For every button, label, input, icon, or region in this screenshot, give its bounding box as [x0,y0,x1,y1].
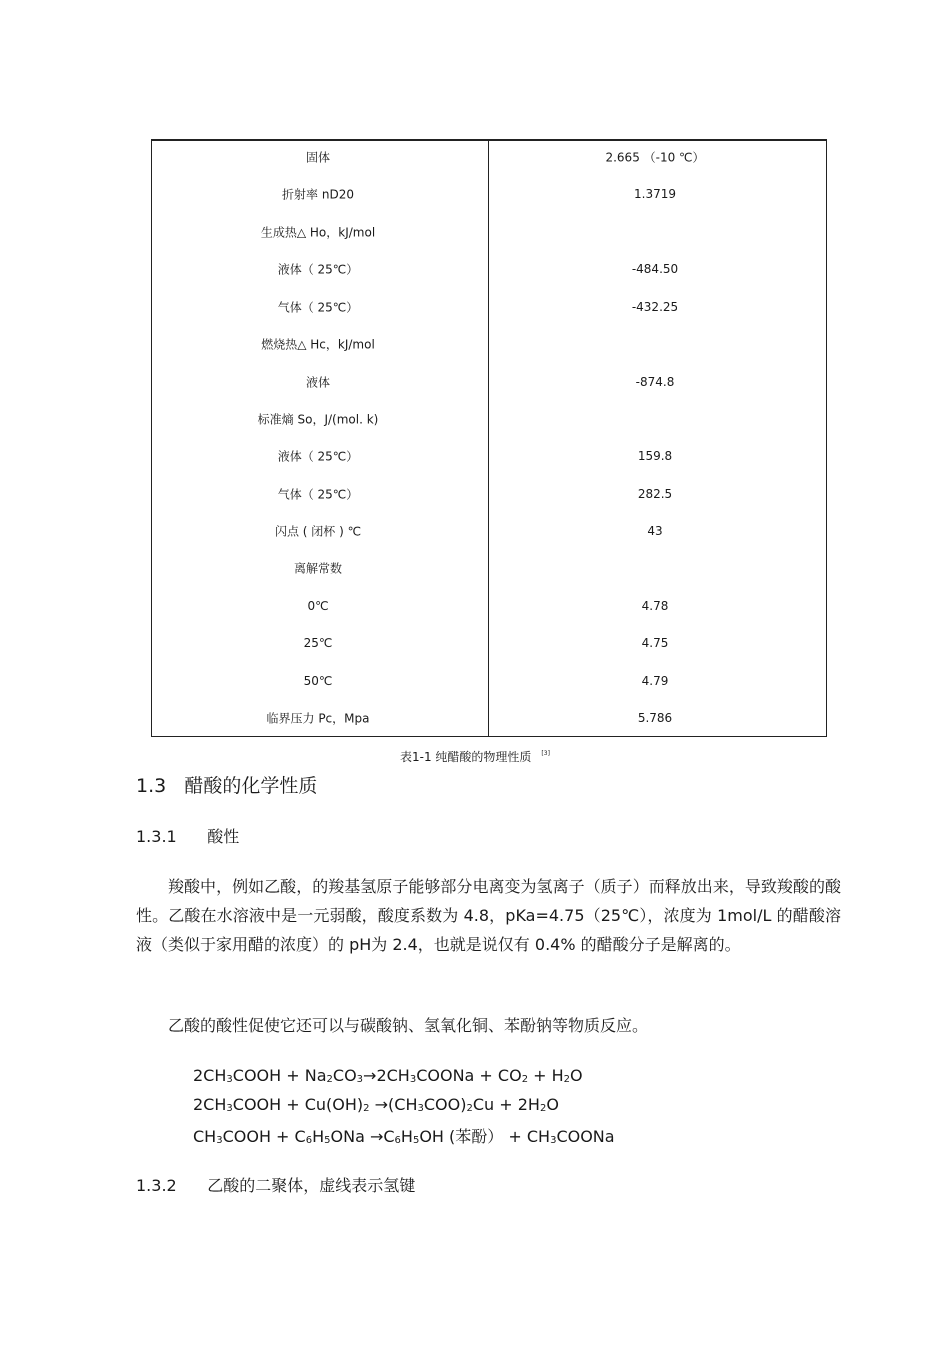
table-value: -874.8 [635,375,675,389]
table-label: 离解常数 [293,561,343,576]
table-label: 燃烧热△ Hc，kJ/mol [261,337,375,352]
section-title: 醋酸的化学性质 [184,775,318,797]
subsection-heading [136,1173,415,1196]
table-label: 临界压力 Pc，Mpa [266,711,370,726]
table-label: 标准熵 So，J/(mol. k) [257,412,379,427]
subsection-number: 1.3.1 [136,827,177,846]
table-value: 43 [647,524,663,538]
table-value: 4.79 [641,674,669,688]
equation-1: $2CH_3COOH$ + $Na_2CO_3\to 2CH_3COONa + CO_2 + H_2O$ [193,1066,583,1085]
table-value: -432.25 [631,300,679,314]
column-divider [488,141,489,736]
equation-3: $CH_3COOH + C_6H_5ONa \to C_6H_5OH$ (苯酚） + $CH_3COONa$ [193,1127,615,1146]
table-label: 0℃ [307,599,329,613]
subsection-heading [136,824,239,847]
table-label: 液体 [305,375,331,390]
table-value: 282.5 [637,487,673,501]
table-value: -484.50 [631,262,679,276]
table-label: 生成热△ Ho，kJ/mol [260,225,376,240]
table-label: 50℃ [303,674,333,688]
section-number: 1.3 [136,775,167,797]
table-value: 4.78 [641,599,669,613]
reaction-paragraph [136,1011,841,1040]
equation-2: $2CH_3COOH + Cu(OH)_2 \to(CH_3COO)_2Cu + 2H_2O$ [193,1095,559,1114]
paragraph-text: 乙酸的酸性促使它还可以与碳酸钠、氢氧化铜、苯酚钠等物质反应。 [168,1016,649,1035]
table-label: 闪点 ( 闭杯 ) ℃ [274,524,362,539]
table-caption [400,748,550,765]
acidity-paragraph [136,872,841,959]
table-label: 液体（ 25℃） [277,449,359,464]
table-value: 1.3719 [634,187,676,201]
table-label: 25℃ [303,636,333,650]
table-label: 固体 [305,150,331,165]
table-label: 气体（ 25℃） [277,300,359,315]
table-value: 5.786 [637,711,673,725]
subsection-title: 乙酸的二聚体，虚线表示氢键 [207,1176,416,1195]
table-value: 2.665 （-10 ℃） [605,150,705,165]
properties-table [151,139,827,737]
subsection-title: 酸性 [207,827,240,846]
table-value: 159.8 [637,449,673,463]
table-label: 折射率 nD20 [282,187,354,202]
table-value: 4.75 [641,636,669,650]
reference-mark: [3] [541,750,550,757]
table-caption-text: 表1-1 纯醋酸的物理性质 [400,750,532,764]
table-label: 液体（ 25℃） [277,262,359,277]
paragraph-text: 羧酸中，例如乙酸，的羧基氢原子能够部分电离变为氢离子（质子）而释放出来，导致羧酸的酸性。乙酸在水溶液中是一元弱酸，酸度系数为 4.8，pKa=4.75（25℃），浓度为 1mol/L 的醋酸溶液（类似于家用醋的浓度）的 pH为 2.4，也就是说仅有 0.4% 的醋酸分子是解离的。 [136,877,841,954]
table-label: 气体（ 25℃） [277,487,359,502]
subsection-number: 1.3.2 [136,1176,177,1195]
section-heading [136,771,317,798]
